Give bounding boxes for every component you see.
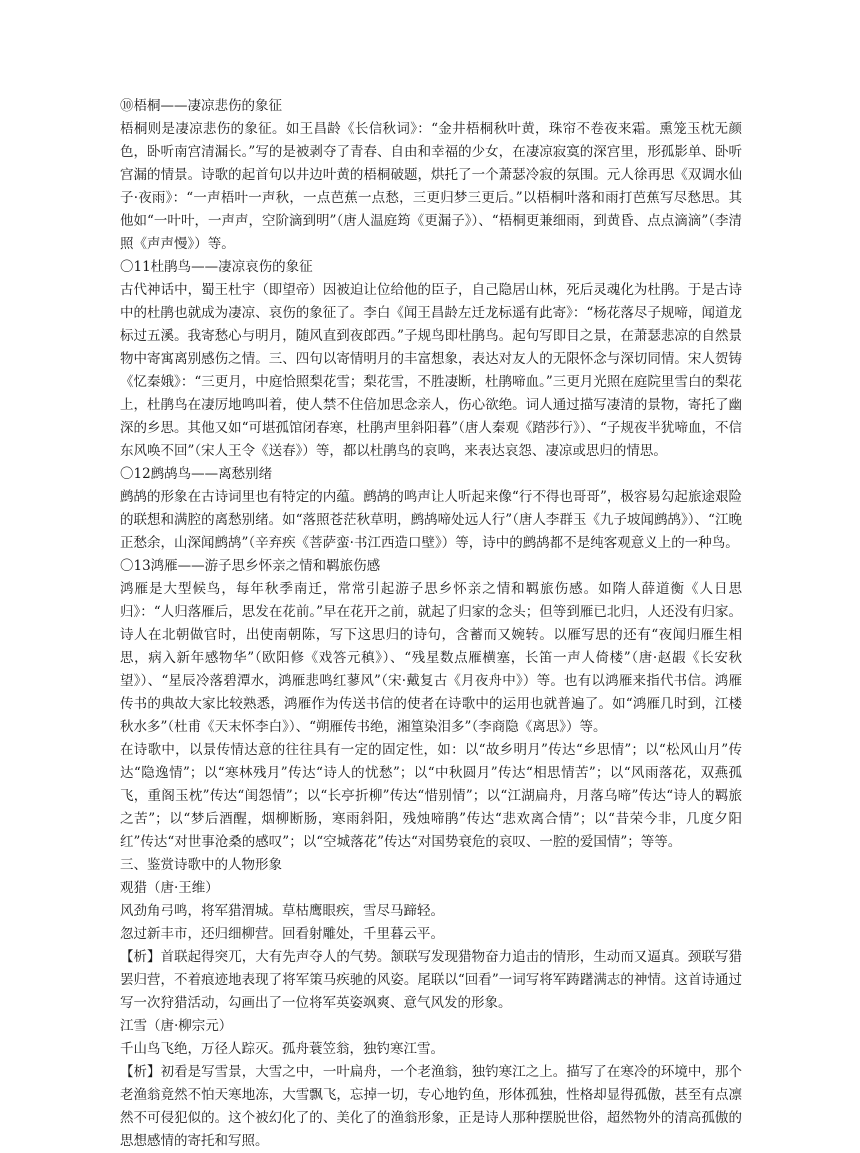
paragraph-hongyan: 鸿雁是大型候鸟，每年秋季南迁，常常引起游子思乡怀亲之情和羁旅伤感。如隋人薛道衡《人日思归》：“人归落雁后，思发在花前。”早在花开之前，就起了归家的念头；但等到雁已北归，人还没有归家。诗人在北朝做官时，出使南朝陈，写下这思归的诗句，含蓄而又婉转。以雁写思的还有“夜闻归雁生相思，病入新年感物华”（欧阳修《戏答元稹》）、“残星数点雁横塞，长笛一声人倚楼”（唐·赵嘏《长安秋望》）、“星辰冷落碧潭水，鸿雁悲鸣红蓼风”（宋·戴复古《月夜舟中》）等。也有以鸿雁来指代书信。鸿雁传书的典故大家比较熟悉，鸿雁作为传送书信的使者在诗歌中的运用也就普遍了。如“鸿雁几时到，江楼秋水多”（杜甫《天末怀李白》）、“朔雁传书绝，湘篁染泪多”（李商隐《离思》）等。: [120, 581, 742, 735]
heading-wutong: ⑩梧桐——凄凉悲伤的象征: [120, 98, 282, 114]
poem-line-guanlie-2: 忽过新丰市，还归细柳营。回看射雕处，千里暮云平。: [120, 926, 444, 942]
analysis-guanlie: 【析】首联起得突兀，大有先声夺人的气势。颔联写发现猎物奋力追击的情形，生动而又逼真。颈联写猎罢归营，不着痕迹地表现了将军策马疾驰的风姿。尾联以“回看”一词写将军踌躇满志的神情。这首诗通过写一次狩猎活动，勾画出了一位将军英姿飒爽、意气风发的形象。: [120, 949, 742, 1011]
heading-zhegu: 〇12鹧鸪鸟——离愁别绪: [120, 466, 273, 482]
heading-hongyan: 〇13鸿雁——游子思乡怀亲之情和羁旅伤感: [120, 558, 381, 574]
analysis-jiangxue: 【析】初看是写雪景，大雪之中，一叶扁舟，一个老渔翁，独钓寒江之上。描写了在寒冷的环境中，那个老渔翁竟然不怕天寒地冻，大雪飘飞，忘掉一切，专心地钓鱼，形体孤独，性格却显得孤傲，甚至有点凛然不可侵犯似的。这个被幻化了的、美化了的渔翁形象，正是诗人那种摆脱世俗，超然物外的清高孤傲的思想感情的寄托和写照。: [120, 1064, 742, 1149]
paragraph-dujuan: 古代神话中，蜀王杜宇（即望帝）因被迫让位给他的臣子，自己隐居山林，死后灵魂化为杜鹃。于是古诗中的杜鹃也就成为凄凉、哀伤的象征了。李白《闻王昌龄左迁龙标遥有此寄》：“杨花落尽子规啼，闻道龙标过五溪。我寄愁心与明月，随风直到夜郎西。”子规鸟即杜鹃鸟。起句写即目之景，在萧瑟悲凉的自然景物中寄寓离别感伤之情。三、四句以寄情明月的丰富想象，表达对友人的无限怀念与深切同情。宋人贺铸《忆秦娥》：“三更月，中庭恰照梨花雪；梨花雪，不胜凄断，杜鹃啼血。”三更月光照在庭院里雪白的梨花上，杜鹃鸟在凄厉地鸣叫着，使人禁不住倍加思念亲人，伤心欲绝。词人通过描写凄清的景物，寄托了幽深的乡思。其他又如“可堪孤馆闭春寒，杜鹃声里斜阳暮”（唐人秦观《踏莎行》）、“子规夜半犹啼血，不信东风唤不回”（宋人王令《送春》）等，都以杜鹃鸟的哀鸣，来表达哀怨、凄凉或思归的情思。: [120, 282, 742, 459]
poem-title-jiangxue: 江雪（唐·柳宗元）: [120, 1018, 233, 1034]
section-heading-characters: 三、鉴赏诗歌中的人物形象: [120, 857, 282, 873]
heading-dujuan: 〇11杜鹃鸟——凄凉哀伤的象征: [120, 259, 313, 275]
document-body: [120, 95, 742, 1153]
poem-line-jiangxue: 千山鸟飞绝，万径人踪灭。孤舟蓑笠翁，独钓寒江雪。: [120, 1041, 444, 1057]
paragraph-summary: 在诗歌中，以景传情达意的往往具有一定的固定性，如：以“故乡明月”传达“乡思情”；以“松风山月”传达“隐逸情”；以“寒林残月”传达“诗人的忧愁”；以“中秋圆月”传达“相思情苦”；以“风雨落花，双燕孤飞，重阁玉枕”传达“闺怨情”；以“长亭折柳”传达“惜别情”；以“江湖扁舟，月落乌啼”传达“诗人的羁旅之苦”；以“梦后酒醒，烟柳断肠，寒雨斜阳，残烛啼鹃”传达“悲欢离合情”；以“昔荣今非，几度夕阳红”传达“对世事沧桑的感叹”；以“空城落花”传达“对国势衰危的哀叹、一腔的爱国情”；等等。: [120, 742, 742, 850]
paragraph-wutong: 梧桐则是凄凉悲伤的象征。如王昌龄《长信秋词》：“金井梧桐秋叶黄，珠帘不卷夜来霜。熏笼玉枕无颜色，卧听南宫清漏长。”写的是被剥夺了青春、自由和幸福的少女，在凄凉寂寞的深宫里，形孤影单、卧听宫漏的情景。诗歌的起首句以井边叶黄的梧桐破题，烘托了一个萧瑟冷寂的氛围。元人徐再思《双调水仙子·夜雨》：“一声梧叶一声秋，一点芭蕉一点愁，三更归梦三更后。”以梧桐叶落和雨打芭蕉写尽愁思。其他如“一叶叶，一声声，空阶滴到明”（唐人温庭筠《更漏子》）、“梧桐更兼细雨，到黄昏、点点滴滴”（李清照《声声慢》）等。: [120, 121, 742, 252]
paragraph-zhegu: 鹧鸪的形象在古诗词里也有特定的内蕴。鹧鸪的鸣声让人听起来像“行不得也哥哥”，极容易勾起旅途艰险的联想和满腔的离愁别绪。如“落照苍茫秋草明，鹧鸪啼处远人行”（唐人李群玉《九子坡闻鹧鸪》）、“江晚正愁余，山深闻鹧鸪”（辛弃疾《菩萨蛮·书江西造口壁》）等，诗中的鹧鸪都不是纯客观意义上的一种鸟。: [120, 489, 742, 551]
poem-line-guanlie-1: 风劲角弓鸣，将军猎渭城。草枯鹰眼疾，雪尽马蹄轻。: [120, 903, 444, 919]
poem-title-guanlie: 观猎（唐·王维）: [120, 880, 219, 896]
